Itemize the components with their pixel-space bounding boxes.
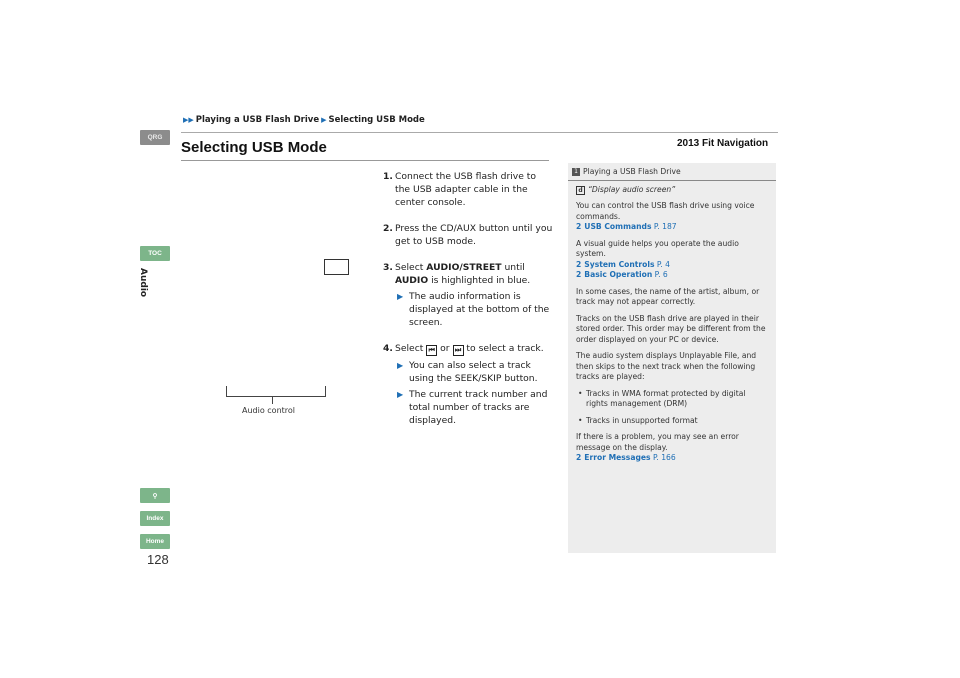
note-text: A visual guide helps you operate the audio system. [576, 238, 739, 258]
voice-command-text: “Display audio screen” [588, 184, 676, 194]
step-number: 1. [383, 171, 393, 182]
sub-arrow-icon: ▶ [397, 292, 404, 301]
step-text: Press the CD/AUX button until you get to USB mode. [395, 223, 553, 247]
sub-text: You can also select a track using the SEEK/SKIP button. [409, 360, 538, 384]
note-paragraph [576, 239, 768, 281]
step-text: Connect the USB flash drive to the USB adapter cable in the center console. [395, 171, 537, 208]
header-divider [181, 132, 778, 133]
section-label: Audio [138, 268, 148, 298]
note-paragraph: The audio system displays Unplayable File, and then skips to the next track when the following tracks are played: [576, 351, 757, 381]
breadcrumb-item[interactable]: Selecting USB Mode [328, 115, 425, 125]
page-number: 128 [147, 552, 169, 567]
document-title: 2013 Fit Navigation [677, 138, 769, 149]
note-number-badge: 1 [572, 168, 580, 176]
step-text-part: Select [395, 262, 427, 273]
note-paragraph: In some cases, the name of the artist, album, or track may not appear correctly. [576, 286, 760, 306]
sub-text: The current track number and total number of tracks are displayed. [409, 389, 548, 426]
figure-bracket-stem [272, 397, 273, 404]
step-text-part: or [437, 343, 453, 354]
breadcrumb-item[interactable]: Playing a USB Flash Drive [195, 115, 320, 125]
step-number: 2. [383, 223, 393, 234]
voice-command-tab[interactable] [140, 488, 170, 503]
home-tab[interactable]: Home [140, 534, 170, 549]
skip-back-icon: ⏮ [426, 345, 437, 356]
link-arrow-icon: 2 [576, 270, 582, 279]
breadcrumb-arrow-icon: ▶ [321, 116, 327, 124]
step-item [383, 170, 553, 209]
qrg-tab[interactable]: QRG [140, 130, 170, 145]
voice-command-icon: d [576, 186, 585, 195]
breadcrumb-arrow-icon: ▶▶ [183, 116, 194, 124]
system-controls-link[interactable]: System Controls [584, 259, 655, 269]
link-arrow-icon: 2 [576, 222, 582, 231]
sub-arrow-icon: ▶ [397, 361, 404, 370]
note-paragraph [576, 201, 768, 233]
usb-commands-link[interactable]: USB Commands [584, 222, 652, 231]
step-text [395, 343, 544, 354]
audio-street-label: AUDIO/STREET [426, 262, 502, 273]
step-number: 4. [383, 343, 393, 354]
sub-text: The audio information is displayed at the bottom of the screen. [409, 291, 550, 328]
figure-bracket [226, 386, 326, 397]
toc-tab[interactable]: TOC [140, 246, 170, 261]
link-page[interactable]: P. 6 [654, 270, 668, 279]
link-page[interactable]: P. 187 [653, 222, 677, 231]
step-sub-item [395, 388, 553, 427]
page-title: Selecting USB Mode [181, 139, 327, 156]
skip-forward-icon: ⏭ [453, 345, 464, 356]
step-sub-item [395, 290, 553, 329]
link-page[interactable]: P. 166 [652, 453, 676, 462]
sub-arrow-icon: ▶ [397, 390, 404, 399]
step-text-part: to select a track. [463, 343, 544, 354]
link-arrow-icon: 2 [576, 259, 582, 269]
note-bullet: • Tracks in unsupported format [576, 416, 768, 427]
link-page[interactable]: P. 4 [656, 259, 670, 269]
step-text-part: is highlighted in blue. [428, 275, 531, 286]
step-item [383, 261, 553, 329]
figure-label: Audio control [242, 406, 296, 415]
steps-list [383, 170, 553, 440]
error-messages-link[interactable]: Error Messages [584, 453, 651, 462]
breadcrumb [181, 115, 425, 125]
title-divider [181, 160, 549, 161]
audio-label: AUDIO [395, 275, 429, 286]
note-text: You can control the USB flash drive using voice commands. [576, 201, 755, 221]
note-text: If there is a problem, you may see an error message on the display. [576, 432, 739, 452]
index-tab[interactable]: Index [140, 511, 170, 526]
step-sub-item [395, 359, 553, 385]
notes-panel [568, 163, 776, 553]
link-arrow-icon: 2 [576, 453, 582, 462]
voice-command-line [576, 185, 768, 196]
notes-heading: Playing a USB Flash Drive [583, 167, 681, 176]
figure-callout-box [324, 259, 349, 275]
step-item [383, 342, 553, 427]
step-item [383, 222, 553, 248]
note-paragraph [576, 432, 768, 464]
step-number: 3. [383, 262, 393, 273]
note-paragraph: Tracks on the USB flash drive are played in their stored order. This order may be different from the order displayed on your PC or device. [576, 313, 766, 344]
notes-header [568, 167, 776, 181]
basic-operation-link[interactable]: Basic Operation [584, 270, 653, 279]
step-text-part: Select [395, 343, 427, 354]
voice-command-icon: ⚲ [152, 492, 158, 500]
step-text-part: until [501, 262, 525, 273]
step-text [395, 262, 530, 286]
note-bullet: • Tracks in WMA format protected by digital rights management (DRM) [576, 389, 768, 410]
